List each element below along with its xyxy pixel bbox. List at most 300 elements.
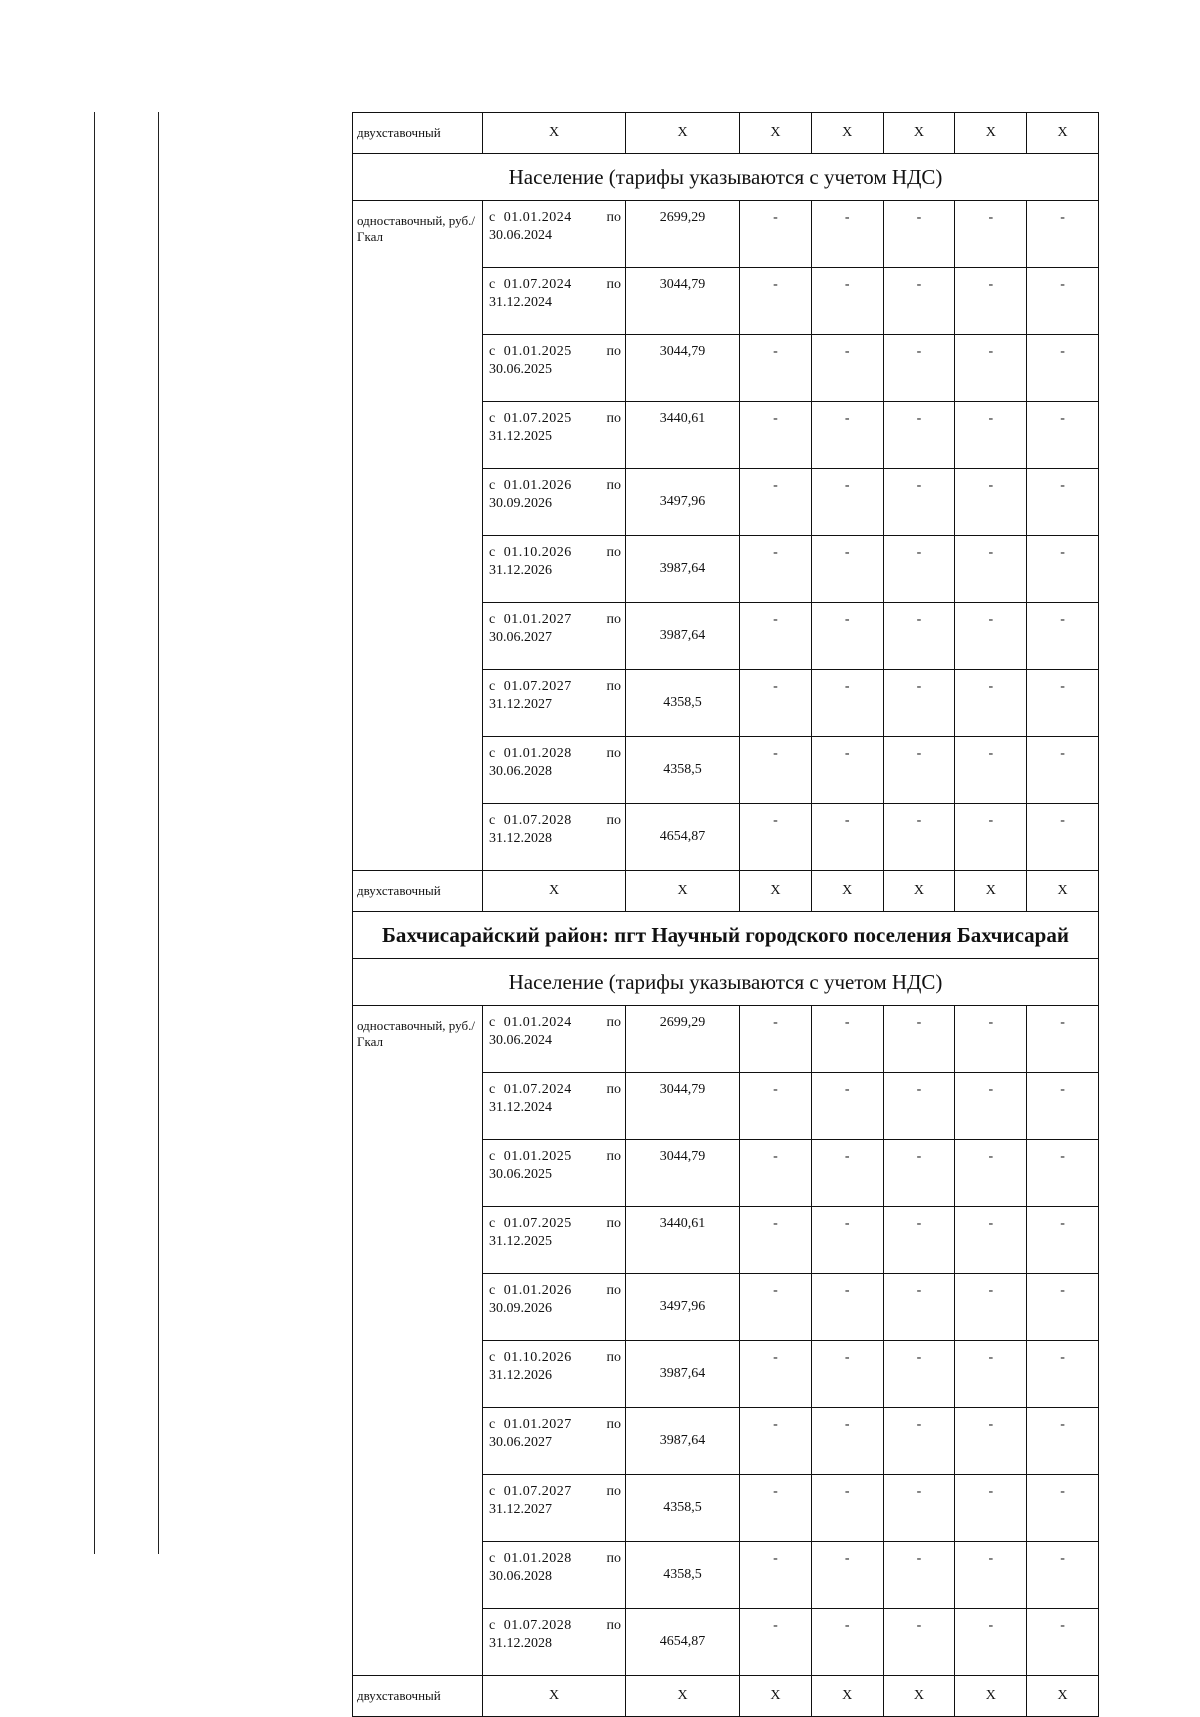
from-label: с [489, 344, 496, 359]
tariff-value: 3044,79 [626, 335, 740, 402]
period-cell [483, 1207, 626, 1274]
dash-cell: - [811, 1274, 883, 1341]
to-label: по [606, 813, 621, 828]
dash-cell: - [740, 469, 812, 536]
dash-cell: - [811, 1408, 883, 1475]
period-line-1 [489, 1483, 621, 1501]
dash-cell: - [955, 603, 1027, 670]
x-mark-cell: Х [883, 871, 955, 912]
to-label: по [606, 1149, 621, 1164]
period-to-date: 31.12.2024 [489, 295, 552, 310]
period-line-1 [489, 276, 621, 294]
left-margin-line-2 [158, 112, 159, 1554]
dash-cell: - [1027, 268, 1099, 335]
to-label: по [606, 1484, 621, 1499]
dash-cell: - [955, 1140, 1027, 1207]
x-mark-cell: Х [483, 871, 626, 912]
tariff-value: 4358,5 [626, 670, 740, 737]
period-to-date: 30.06.2024 [489, 228, 552, 243]
tariff-value: 3987,64 [626, 1408, 740, 1475]
x-mark-cell: Х [811, 871, 883, 912]
x-mark-cell: Х [955, 871, 1027, 912]
dash-cell: - [955, 1274, 1027, 1341]
two-rate-row [353, 1676, 1099, 1717]
two-rate-label: двухставочный [353, 871, 483, 912]
tariff-value: 3987,64 [626, 536, 740, 603]
dash-cell: - [811, 201, 883, 268]
period-from [489, 1416, 572, 1434]
dash-cell: - [740, 536, 812, 603]
from-label: с [489, 210, 496, 225]
dash-cell: - [811, 670, 883, 737]
dash-cell: - [955, 335, 1027, 402]
tariff-value: 3440,61 [626, 1207, 740, 1274]
dash-cell: - [955, 1207, 1027, 1274]
from-date: 01.07.2028 [503, 813, 572, 828]
from-date: 01.10.2026 [503, 545, 572, 560]
dash-cell: - [811, 469, 883, 536]
period-from [489, 678, 572, 696]
dash-cell: - [883, 1341, 955, 1408]
period-from [489, 544, 572, 562]
period-to-date: 31.12.2028 [489, 1636, 552, 1651]
x-mark-cell: Х [626, 113, 740, 154]
period-from [489, 812, 572, 830]
from-label: с [489, 411, 496, 426]
from-date: 01.01.2028 [503, 746, 572, 761]
dash-cell: - [883, 1609, 955, 1676]
dash-cell: - [883, 737, 955, 804]
period-cell [483, 1140, 626, 1207]
period-to-date: 30.06.2024 [489, 1033, 552, 1048]
dash-cell: - [955, 1475, 1027, 1542]
dash-cell: - [1027, 603, 1099, 670]
period-cell [483, 603, 626, 670]
period-from [489, 1483, 572, 1501]
to-label: по [606, 545, 621, 560]
tariff-value: 3497,96 [626, 1274, 740, 1341]
period-to-date: 30.06.2028 [489, 764, 552, 779]
period-cell [483, 1274, 626, 1341]
x-mark-cell: Х [811, 113, 883, 154]
period-line-1 [489, 1148, 621, 1166]
tariff-value: 3440,61 [626, 402, 740, 469]
dash-cell: - [883, 1006, 955, 1073]
dash-cell: - [811, 1073, 883, 1140]
from-label: с [489, 1417, 496, 1432]
section-title: Население (тарифы указываются с учетом НДС) [353, 959, 1099, 1006]
period-line-1 [489, 343, 621, 361]
dash-cell: - [955, 1542, 1027, 1609]
dash-cell: - [955, 737, 1027, 804]
dash-cell: - [1027, 1341, 1099, 1408]
dash-cell: - [740, 1006, 812, 1073]
dash-cell: - [955, 536, 1027, 603]
period-line-1 [489, 1282, 621, 1300]
dash-cell: - [740, 670, 812, 737]
two-rate-label: двухставочный [353, 1676, 483, 1717]
dash-cell: - [811, 603, 883, 670]
from-label: с [489, 1618, 496, 1633]
dash-cell: - [883, 335, 955, 402]
to-label: по [606, 1350, 621, 1365]
to-label: по [606, 1551, 621, 1566]
section-title: Население (тарифы указываются с учетом НДС) [353, 154, 1099, 201]
dash-cell: - [1027, 402, 1099, 469]
period-line-1 [489, 1349, 621, 1367]
period-cell [483, 201, 626, 268]
period-from [489, 1014, 572, 1032]
from-label: с [489, 1484, 496, 1499]
from-label: с [489, 679, 496, 694]
period-to-date: 30.06.2025 [489, 1167, 552, 1182]
period-cell [483, 1073, 626, 1140]
period-to-date: 31.12.2028 [489, 831, 552, 846]
dash-cell: - [955, 402, 1027, 469]
x-mark-cell: Х [955, 1676, 1027, 1717]
dash-cell: - [1027, 1274, 1099, 1341]
tariff-table-body [353, 113, 1099, 1717]
dash-cell: - [740, 1274, 812, 1341]
dash-cell: - [955, 201, 1027, 268]
dash-cell: - [883, 1207, 955, 1274]
region-title: Бахчисарайский район: пгт Научный городского поселения Бахчисарай [353, 912, 1099, 959]
period-from [489, 343, 572, 361]
period-cell [483, 1341, 626, 1408]
dash-cell: - [955, 804, 1027, 871]
from-label: с [489, 1149, 496, 1164]
x-mark-cell: Х [483, 113, 626, 154]
from-date: 01.10.2026 [503, 1350, 572, 1365]
from-label: с [489, 1350, 496, 1365]
from-date: 01.01.2024 [503, 1015, 572, 1030]
dash-cell: - [811, 335, 883, 402]
dash-cell: - [883, 1140, 955, 1207]
period-from [489, 745, 572, 763]
period-to-date: 31.12.2025 [489, 1234, 552, 1249]
dash-cell: - [740, 603, 812, 670]
period-line-1 [489, 1550, 621, 1568]
single-rate-label: одноставочный, руб./Гкал [353, 1006, 483, 1676]
dash-cell: - [883, 201, 955, 268]
dash-cell: - [811, 1609, 883, 1676]
tariff-value: 2699,29 [626, 201, 740, 268]
dash-cell: - [740, 737, 812, 804]
dash-cell: - [883, 1274, 955, 1341]
x-mark-cell: Х [1027, 1676, 1099, 1717]
period-from [489, 1349, 572, 1367]
x-mark-cell: Х [740, 1676, 812, 1717]
dash-cell: - [883, 536, 955, 603]
tariff-value: 3044,79 [626, 1073, 740, 1140]
period-to-date: 31.12.2026 [489, 563, 552, 578]
period-to-date: 31.12.2027 [489, 697, 552, 712]
from-label: с [489, 1015, 496, 1030]
dash-cell: - [740, 335, 812, 402]
period-cell [483, 670, 626, 737]
dash-cell: - [1027, 1207, 1099, 1274]
dash-cell: - [740, 1207, 812, 1274]
x-mark-cell: Х [883, 1676, 955, 1717]
dash-cell: - [883, 1475, 955, 1542]
dash-cell: - [1027, 1140, 1099, 1207]
period-line-1 [489, 477, 621, 495]
to-label: по [606, 1015, 621, 1030]
period-line-1 [489, 209, 621, 227]
period-line-1 [489, 745, 621, 763]
tariff-value: 4654,87 [626, 804, 740, 871]
dash-cell: - [740, 1341, 812, 1408]
dash-cell: - [811, 536, 883, 603]
to-label: по [606, 478, 621, 493]
from-label: с [489, 1283, 496, 1298]
dash-cell: - [955, 1006, 1027, 1073]
dash-cell: - [1027, 1475, 1099, 1542]
dash-cell: - [1027, 1408, 1099, 1475]
from-label: с [489, 1216, 496, 1231]
period-line-1 [489, 1081, 621, 1099]
dash-cell: - [1027, 201, 1099, 268]
x-mark-cell: Х [626, 871, 740, 912]
period-cell [483, 469, 626, 536]
dash-cell: - [740, 804, 812, 871]
period-from [489, 477, 572, 495]
dash-cell: - [740, 268, 812, 335]
dash-cell: - [955, 268, 1027, 335]
dash-cell: - [1027, 1609, 1099, 1676]
dash-cell: - [955, 670, 1027, 737]
region-row [353, 912, 1099, 959]
period-cell [483, 1408, 626, 1475]
from-date: 01.07.2025 [503, 1216, 572, 1231]
two-rate-row [353, 871, 1099, 912]
x-mark-cell: Х [483, 1676, 626, 1717]
from-label: с [489, 813, 496, 828]
x-mark-cell: Х [883, 113, 955, 154]
period-to-date: 30.06.2027 [489, 630, 552, 645]
to-label: по [606, 1618, 621, 1633]
dash-cell: - [1027, 804, 1099, 871]
dash-cell: - [883, 804, 955, 871]
dash-cell: - [1027, 670, 1099, 737]
period-line-1 [489, 678, 621, 696]
tariff-table [352, 112, 1099, 1717]
from-label: с [489, 478, 496, 493]
from-label: с [489, 746, 496, 761]
dash-cell: - [740, 1073, 812, 1140]
period-to-date: 30.06.2028 [489, 1569, 552, 1584]
tariff-value: 3987,64 [626, 603, 740, 670]
from-date: 01.07.2025 [503, 411, 572, 426]
tariff-value: 3044,79 [626, 1140, 740, 1207]
period-cell [483, 1609, 626, 1676]
dash-cell: - [1027, 737, 1099, 804]
period-from [489, 1617, 572, 1635]
x-mark-cell: Х [740, 871, 812, 912]
dash-cell: - [1027, 536, 1099, 603]
to-label: по [606, 612, 621, 627]
period-cell [483, 804, 626, 871]
period-cell [483, 1006, 626, 1073]
dash-cell: - [883, 268, 955, 335]
period-line-1 [489, 410, 621, 428]
to-label: по [606, 1283, 621, 1298]
dash-cell: - [955, 469, 1027, 536]
from-date: 01.07.2027 [503, 679, 572, 694]
dash-cell: - [740, 1140, 812, 1207]
dash-cell: - [955, 1609, 1027, 1676]
dash-cell: - [883, 1542, 955, 1609]
dash-cell: - [1027, 1006, 1099, 1073]
period-to-date: 30.06.2027 [489, 1435, 552, 1450]
to-label: по [606, 1082, 621, 1097]
period-line-1 [489, 611, 621, 629]
period-from [489, 209, 572, 227]
dash-cell: - [740, 1609, 812, 1676]
from-date: 01.01.2026 [503, 1283, 572, 1298]
from-date: 01.07.2028 [503, 1618, 572, 1633]
period-to-date: 30.09.2026 [489, 496, 552, 511]
dash-cell: - [1027, 1073, 1099, 1140]
period-cell [483, 268, 626, 335]
tariff-value: 3987,64 [626, 1341, 740, 1408]
dash-cell: - [811, 1207, 883, 1274]
dash-cell: - [811, 268, 883, 335]
section-row [353, 154, 1099, 201]
dash-cell: - [1027, 469, 1099, 536]
period-line-1 [489, 1014, 621, 1032]
from-date: 01.01.2024 [503, 210, 572, 225]
period-from [489, 1148, 572, 1166]
period-cell [483, 737, 626, 804]
dash-cell: - [811, 1341, 883, 1408]
period-from [489, 410, 572, 428]
dash-cell: - [811, 1006, 883, 1073]
to-label: по [606, 1216, 621, 1231]
dash-cell: - [811, 1542, 883, 1609]
from-label: с [489, 545, 496, 560]
two-rate-row [353, 113, 1099, 154]
period-cell [483, 1475, 626, 1542]
tariff-value: 3044,79 [626, 268, 740, 335]
from-label: с [489, 277, 496, 292]
to-label: по [606, 344, 621, 359]
period-to-date: 31.12.2026 [489, 1368, 552, 1383]
dash-cell: - [740, 1408, 812, 1475]
tariff-value: 4358,5 [626, 737, 740, 804]
period-to-date: 31.12.2024 [489, 1100, 552, 1115]
tariff-value: 3497,96 [626, 469, 740, 536]
dash-cell: - [811, 402, 883, 469]
from-date: 01.01.2025 [503, 1149, 572, 1164]
period-from [489, 1282, 572, 1300]
dash-cell: - [811, 1140, 883, 1207]
from-date: 01.01.2027 [503, 612, 572, 627]
period-line-1 [489, 812, 621, 830]
dash-cell: - [955, 1408, 1027, 1475]
from-date: 01.07.2027 [503, 1484, 572, 1499]
x-mark-cell: Х [955, 113, 1027, 154]
period-to-date: 31.12.2025 [489, 429, 552, 444]
dash-cell: - [883, 1073, 955, 1140]
dash-cell: - [740, 1542, 812, 1609]
dash-cell: - [740, 201, 812, 268]
dash-cell: - [883, 469, 955, 536]
to-label: по [606, 411, 621, 426]
from-label: с [489, 1551, 496, 1566]
dash-cell: - [955, 1073, 1027, 1140]
dash-cell: - [883, 603, 955, 670]
period-to-date: 30.06.2025 [489, 362, 552, 377]
from-date: 01.01.2026 [503, 478, 572, 493]
dash-cell: - [955, 1341, 1027, 1408]
to-label: по [606, 746, 621, 761]
period-from [489, 611, 572, 629]
x-mark-cell: Х [811, 1676, 883, 1717]
period-from [489, 1215, 572, 1233]
dash-cell: - [1027, 1542, 1099, 1609]
period-from [489, 276, 572, 294]
to-label: по [606, 679, 621, 694]
to-label: по [606, 210, 621, 225]
tariff-value: 4358,5 [626, 1475, 740, 1542]
period-cell [483, 536, 626, 603]
tariff-row [353, 1006, 1099, 1073]
from-date: 01.01.2027 [503, 1417, 572, 1432]
dash-cell: - [883, 402, 955, 469]
tariff-value: 4654,87 [626, 1609, 740, 1676]
period-line-1 [489, 1215, 621, 1233]
dash-cell: - [883, 670, 955, 737]
dash-cell: - [1027, 335, 1099, 402]
dash-cell: - [883, 1408, 955, 1475]
period-to-date: 31.12.2027 [489, 1502, 552, 1517]
x-mark-cell: Х [1027, 871, 1099, 912]
from-date: 01.07.2024 [503, 277, 572, 292]
from-label: с [489, 1082, 496, 1097]
dash-cell: - [811, 1475, 883, 1542]
x-mark-cell: Х [740, 113, 812, 154]
period-line-1 [489, 1617, 621, 1635]
period-from [489, 1550, 572, 1568]
period-line-1 [489, 1416, 621, 1434]
period-cell [483, 402, 626, 469]
tariff-row [353, 201, 1099, 268]
x-mark-cell: Х [1027, 113, 1099, 154]
to-label: по [606, 1417, 621, 1432]
tariff-value: 4358,5 [626, 1542, 740, 1609]
period-cell [483, 1542, 626, 1609]
dash-cell: - [740, 402, 812, 469]
x-mark-cell: Х [626, 1676, 740, 1717]
dash-cell: - [811, 804, 883, 871]
single-rate-label: одноставочный, руб./Гкал [353, 201, 483, 871]
section-row [353, 959, 1099, 1006]
dash-cell: - [740, 1475, 812, 1542]
two-rate-label: двухставочный [353, 113, 483, 154]
period-cell [483, 335, 626, 402]
period-from [489, 1081, 572, 1099]
from-label: с [489, 612, 496, 627]
dash-cell: - [811, 737, 883, 804]
from-date: 01.07.2024 [503, 1082, 572, 1097]
tariff-value: 2699,29 [626, 1006, 740, 1073]
left-margin-line-1 [94, 112, 95, 1554]
to-label: по [606, 277, 621, 292]
from-date: 01.01.2025 [503, 344, 572, 359]
period-line-1 [489, 544, 621, 562]
period-to-date: 30.09.2026 [489, 1301, 552, 1316]
